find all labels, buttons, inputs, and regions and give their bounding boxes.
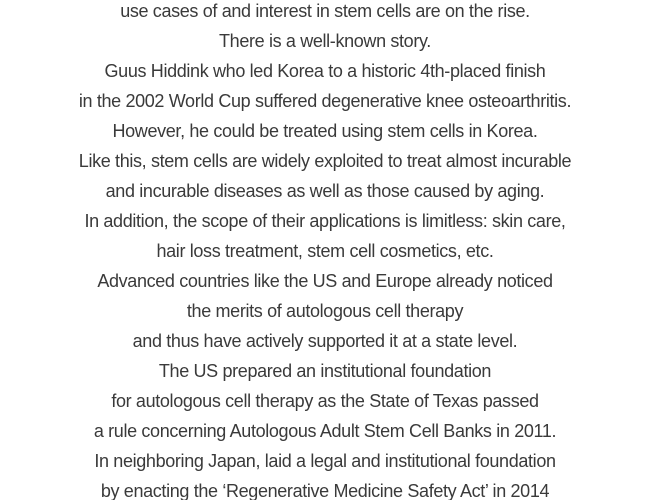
article-line: Like this, stem cells are widely exploited to treat almost incurable xyxy=(78,151,572,171)
article-line: In addition, the scope of their applications is limitless: skin care, xyxy=(84,211,566,231)
article-line: by enacting the ‘Regenerative Medicine Safety Act’ in 2014 xyxy=(100,481,550,500)
article-line: In neighboring Japan, laid a legal and institutional foundation xyxy=(94,451,556,471)
article-line: in the 2002 World Cup suffered degenerative knee osteoarthritis. xyxy=(78,91,572,111)
article-line: However, he could be treated using stem cells in Korea. xyxy=(112,121,538,141)
article-line: Guus Hiddink who led Korea to a historic 4th-placed finish xyxy=(104,61,546,81)
article-line: the merits of autologous cell therapy xyxy=(186,301,464,321)
article-line: and thus have actively supported it at a state level. xyxy=(132,331,518,351)
article-line: use cases of and interest in stem cells are on the rise. xyxy=(120,1,530,21)
article-line: for autologous cell therapy as the State of Texas passed xyxy=(111,391,539,411)
article-line: and incurable diseases as well as those caused by aging. xyxy=(105,181,545,201)
article-line: The US prepared an institutional foundation xyxy=(158,361,492,381)
article-line: Advanced countries like the US and Europe already noticed xyxy=(97,271,553,291)
article-line: hair loss treatment, stem cell cosmetics, etc. xyxy=(156,241,494,261)
article-line: There is a well-known story. xyxy=(219,31,431,51)
article-line: a rule concerning Autologous Adult Stem Cell Banks in 2011. xyxy=(93,421,557,441)
